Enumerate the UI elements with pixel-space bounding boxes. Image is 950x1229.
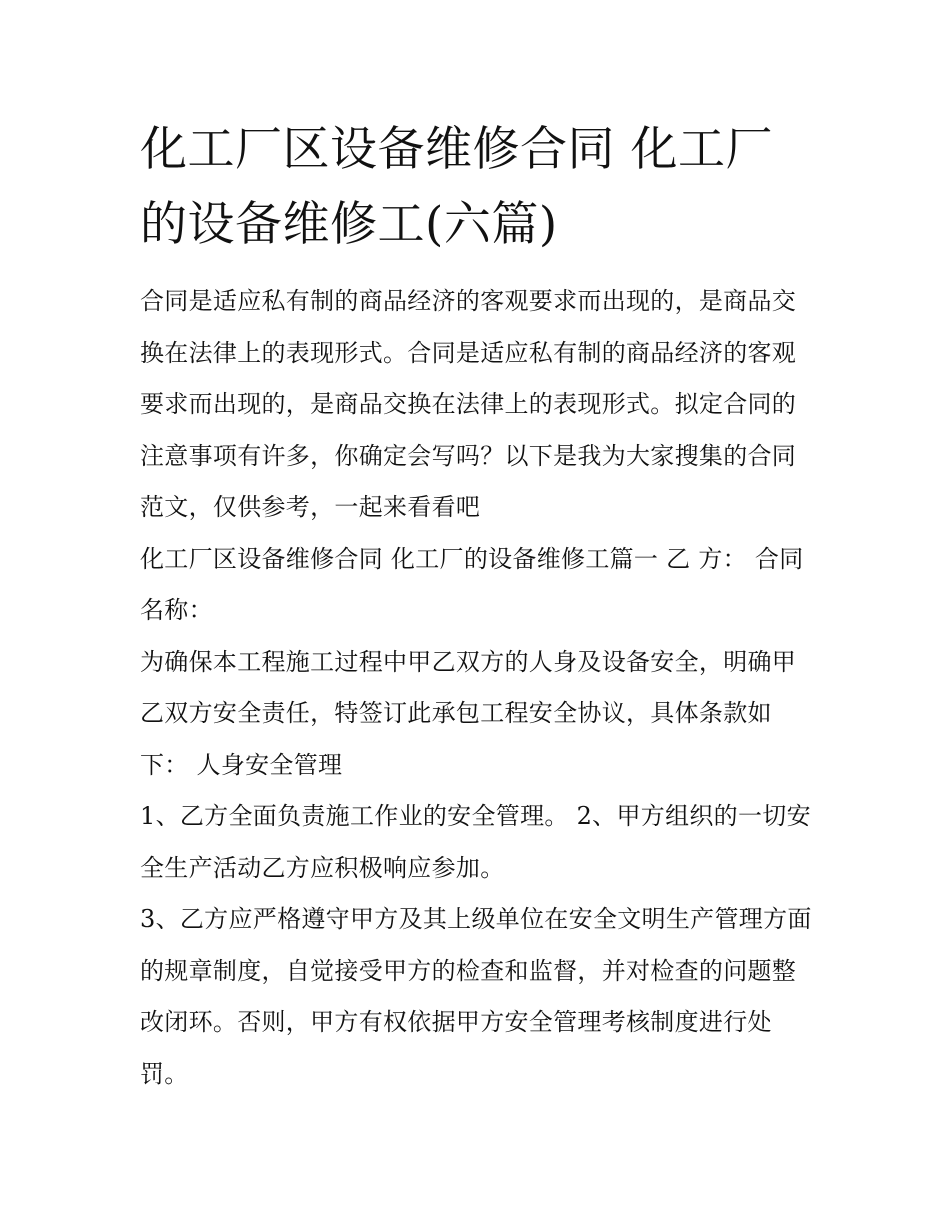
paragraph-clause-1-2: 1、乙方全面负责施工作业的安全管理。 2、甲方组织的一切安全生产活动乙方应积极响应参加。 <box>140 802 811 882</box>
paragraph-purpose: 为确保本工程施工过程中甲乙双方的人身及设备安全，明确甲乙双方安全责任，特签订此承包工程安全协议，具体条款如下： 人身安全管理 <box>140 647 797 779</box>
document-page <box>140 112 812 1100</box>
paragraph-clause-3: 3、乙方应严格遵守甲方及其上级单位在安全文明生产管理方面的规章制度，自觉接受甲方的检查和监督，并对检查的问题整改闭环。否则，甲方有权依据甲方安全管理考核制度进行处罚。 <box>140 905 812 1088</box>
paragraph-intro: 合同是适应私有制的商品经济的客观要求而出现的，是商品交换在法律上的表现形式。合同是适应私有制的商品经济的客观要求而出现的，是商品交换在法律上的表现形式。拟定合同的注意事项有许多，你确定会写吗？以下是我为大家搜集的合同范文，仅供参考，一起来看看吧 <box>140 287 797 521</box>
document-title: 化工厂区设备维修合同 化工厂的设备维修工(六篇) <box>140 122 773 252</box>
paragraph-contract-heading: 化工厂区设备维修合同 化工厂的设备维修工篇一 乙 方： 合同名称： <box>140 544 804 624</box>
